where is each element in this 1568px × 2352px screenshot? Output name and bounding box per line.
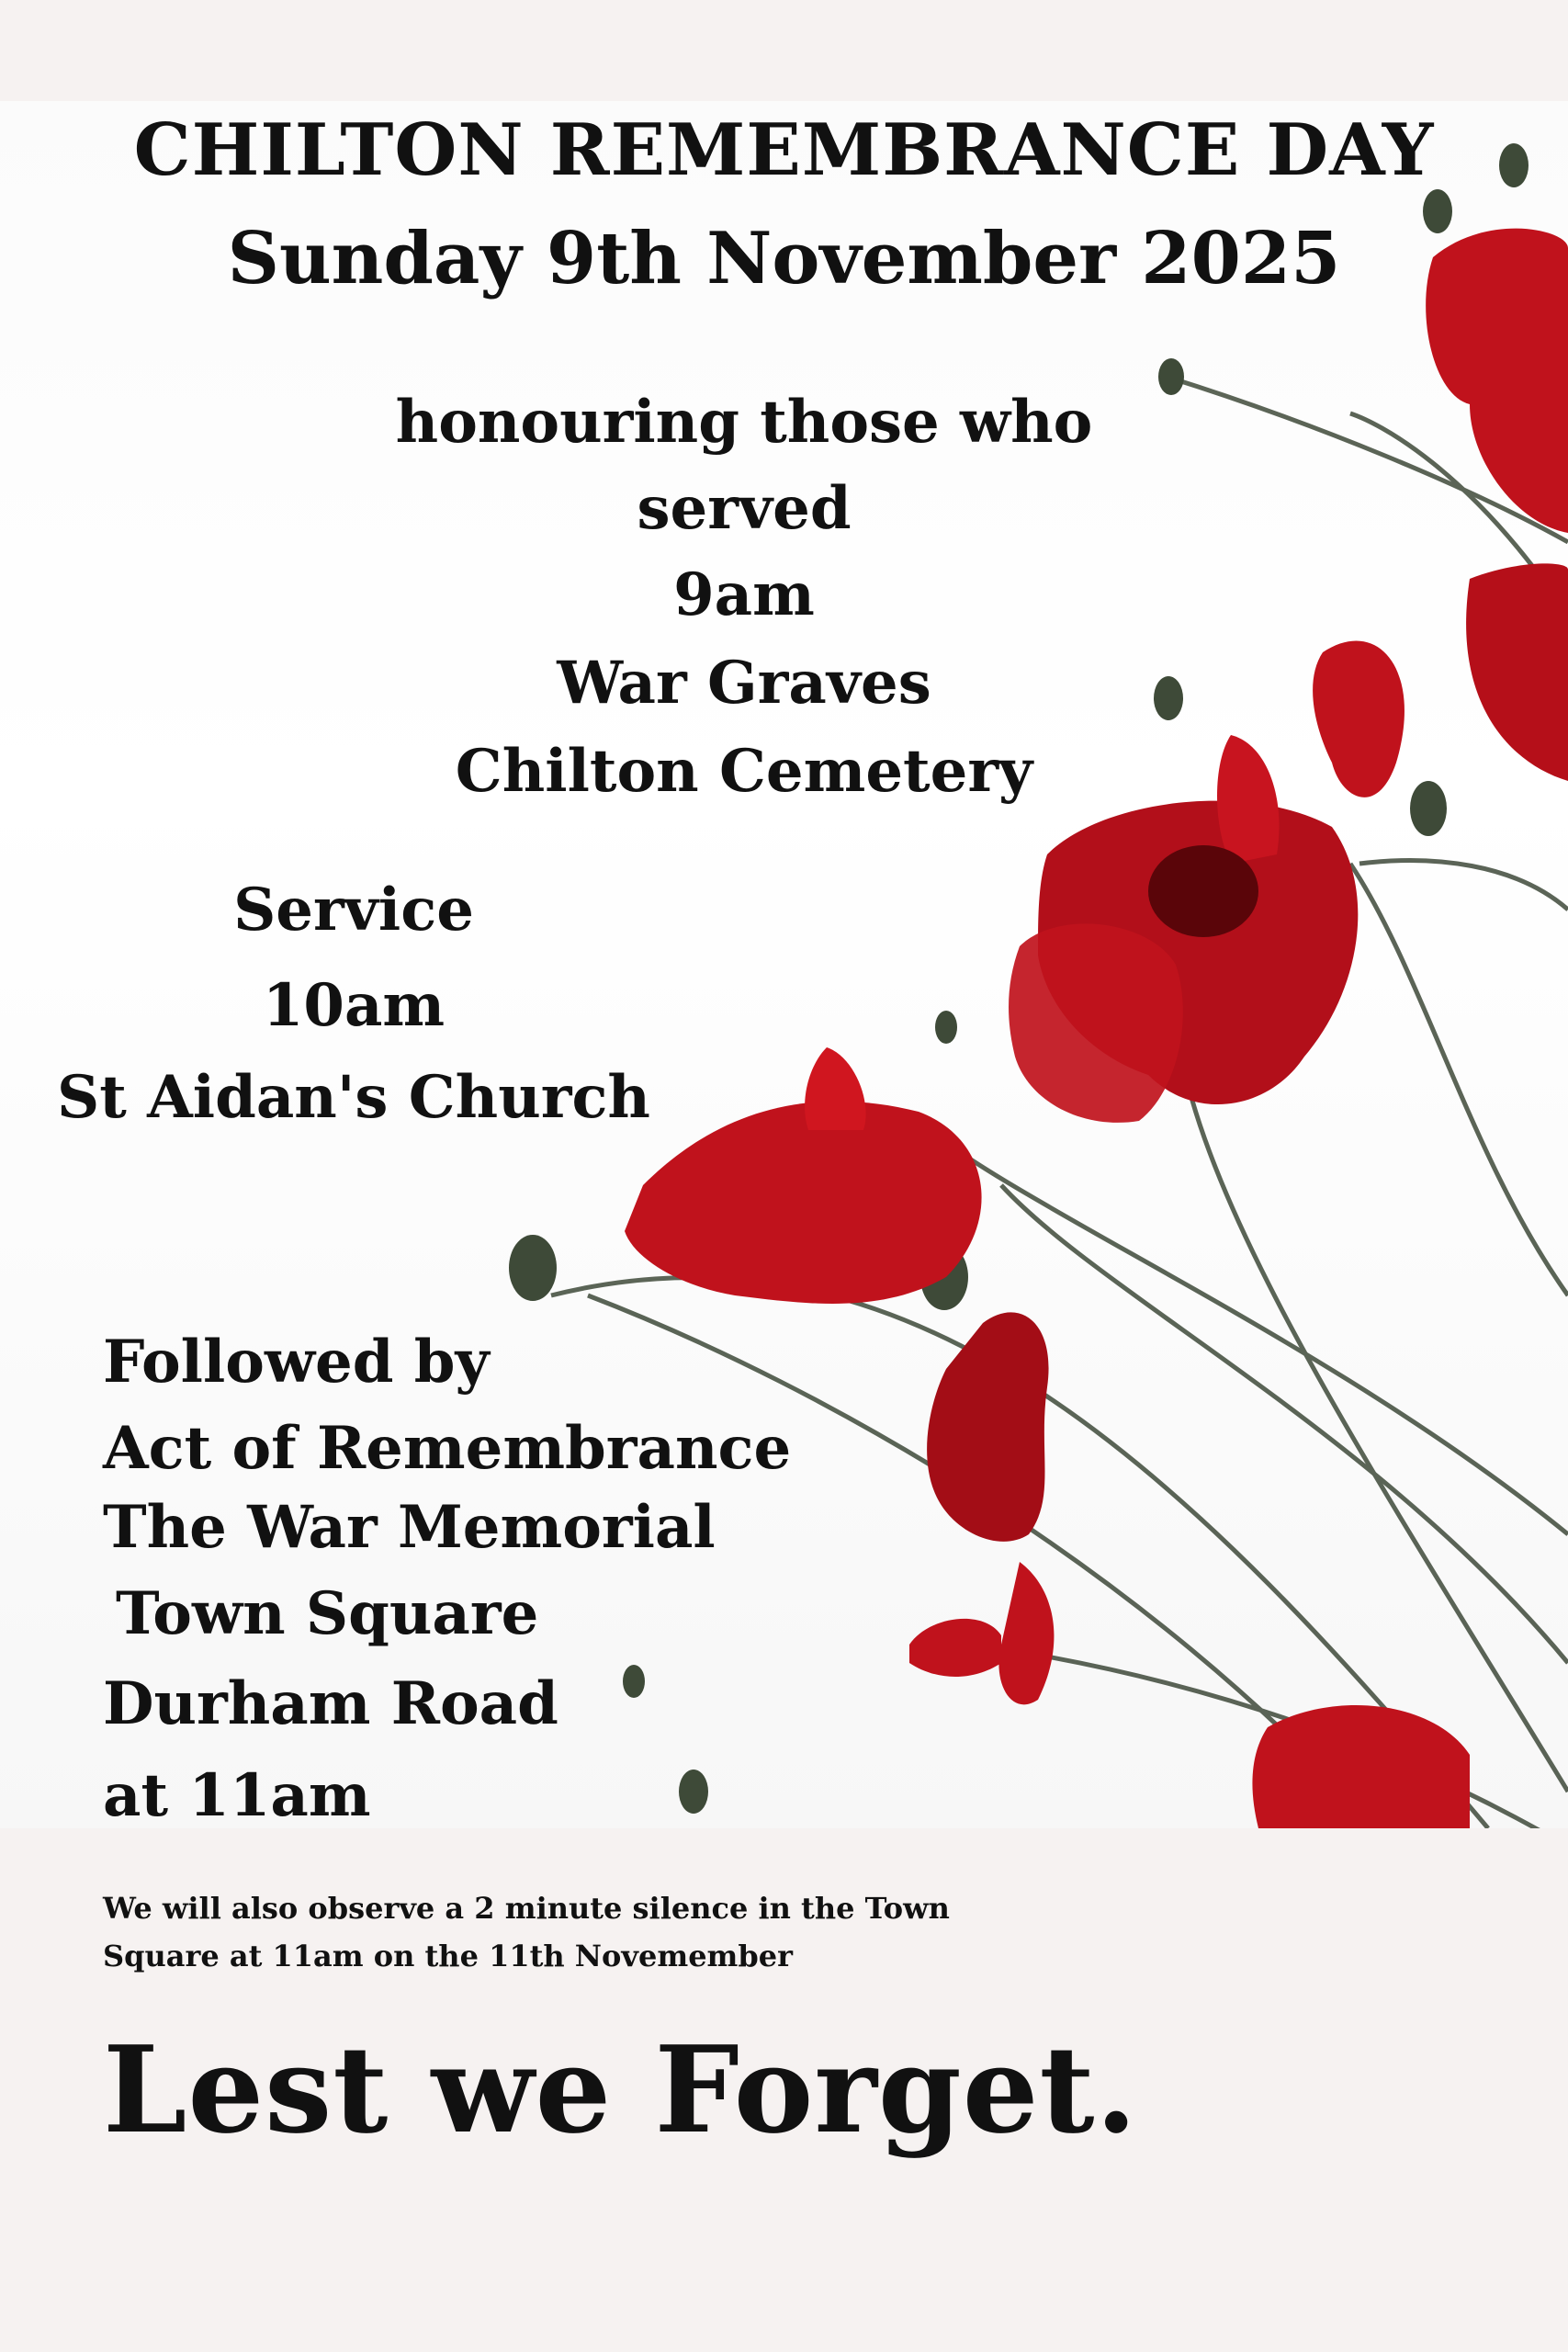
service-location: St Aidan's Church: [57, 1063, 650, 1132]
honour-line: served: [637, 474, 852, 543]
silence-note: Square at 11am on the 11th Novemember: [103, 1939, 793, 1973]
followed-line: Act of Remembrance: [103, 1414, 792, 1483]
closing-message: Lest we Forget.: [103, 2019, 1138, 2160]
followed-line: The War Memorial: [103, 1493, 716, 1562]
silence-note: We will also observe a 2 minute silence in the Town: [103, 1891, 950, 1926]
honour-time: 9am: [673, 560, 815, 629]
service-time: 10am: [262, 971, 446, 1040]
honour-location: War Graves: [557, 649, 931, 718]
service-heading: Service: [233, 876, 474, 944]
followed-line: Followed by: [103, 1328, 490, 1396]
followed-line: Durham Road: [103, 1669, 558, 1738]
honour-location: Chilton Cemetery: [455, 737, 1033, 806]
followed-time: at 11am: [103, 1761, 371, 1830]
page-title: CHILTON REMEMBRANCE DAY: [133, 108, 1435, 192]
honour-line: honouring those who: [395, 388, 1093, 457]
followed-line: Town Square: [116, 1579, 539, 1648]
event-date: Sunday 9th November 2025: [227, 217, 1341, 300]
